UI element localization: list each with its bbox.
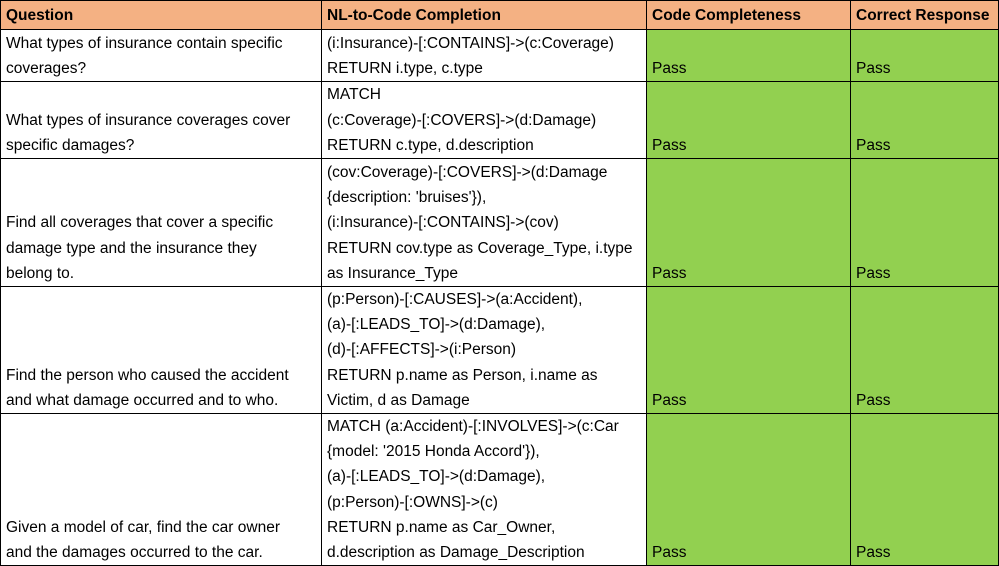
- code-line: (p:Person)-[:CAUSES]->(a:Accident),: [327, 291, 583, 308]
- question-line: Find all coverages that cover a specific: [6, 214, 274, 232]
- code-line: RETURN c.type, d.description: [327, 136, 534, 154]
- completeness-cell[interactable]: Pass: [647, 30, 851, 82]
- code-line: (i:Insurance)-[:CONTAINS]->(c:Coverage): [327, 34, 614, 52]
- code-line: (c:Coverage)-[:COVERS]->(d:Damage): [327, 111, 597, 129]
- question-cell[interactable]: [1, 82, 322, 159]
- header-completion[interactable]: NL-to-Code Completion: [322, 1, 647, 30]
- correct-response-cell[interactable]: Pass: [851, 414, 999, 566]
- table-row: [1, 30, 999, 82]
- code-line: (p:Person)-[:OWNS]->(c): [327, 493, 498, 511]
- question-line: and what damage occurred and to who.: [6, 391, 279, 409]
- question-line: What types of insurance contain specific: [6, 34, 283, 52]
- code-line: {description: 'bruises'}),: [327, 189, 487, 207]
- completeness-cell[interactable]: Pass: [647, 414, 851, 566]
- completeness-cell[interactable]: Pass: [647, 82, 851, 159]
- correct-response-cell[interactable]: Pass: [851, 30, 999, 82]
- correct-response-cell[interactable]: Pass: [851, 159, 999, 287]
- question-line: and the damages occurred to the car.: [6, 544, 263, 562]
- header-correct-response[interactable]: Correct Response: [851, 1, 999, 30]
- question-cell[interactable]: [1, 30, 322, 82]
- question-line: damage type and the insurance they: [6, 239, 257, 257]
- table-row: [1, 414, 999, 566]
- question-line: specific damages?: [6, 136, 135, 154]
- correct-response-cell[interactable]: Pass: [851, 82, 999, 159]
- code-cell[interactable]: [322, 287, 647, 414]
- question-line: What types of insurance coverages cover: [6, 111, 291, 129]
- code-line: RETURN i.type, c.type: [327, 59, 483, 77]
- code-line: MATCH (a:Accident)-[:INVOLVES]->(c:Car: [327, 418, 619, 436]
- code-cell[interactable]: [322, 414, 647, 566]
- table-row: [1, 159, 999, 287]
- code-line: RETURN p.name as Person, i.name as: [327, 366, 598, 384]
- table-row: [1, 82, 999, 159]
- question-line: coverages?: [6, 59, 87, 77]
- question-line: Given a model of car, find the car owner: [6, 518, 280, 536]
- question-cell[interactable]: [1, 159, 322, 287]
- question-cell[interactable]: [1, 287, 322, 414]
- question-line: Find the person who caused the accident: [6, 366, 289, 384]
- code-line: d.description as Damage_Description: [327, 544, 585, 562]
- table-row: [1, 287, 999, 414]
- code-line: {model: '2015 Honda Accord'}),: [327, 443, 540, 461]
- code-line: (cov:Coverage)-[:COVERS]->(d:Damage: [327, 163, 608, 181]
- code-line: MATCH: [327, 86, 381, 104]
- completeness-cell[interactable]: Pass: [647, 287, 851, 414]
- correct-response-cell[interactable]: Pass: [851, 287, 999, 414]
- code-line: (a)-[:LEADS_TO]->(d:Damage),: [327, 316, 546, 334]
- code-line: (a)-[:LEADS_TO]->(d:Damage),: [327, 468, 546, 486]
- code-line: RETURN cov.type as Coverage_Type, i.type: [327, 239, 633, 257]
- question-cell[interactable]: [1, 414, 322, 566]
- code-line: as Insurance_Type: [327, 264, 458, 282]
- code-line: (d)-[:AFFECTS]->(i:Person): [327, 341, 517, 359]
- header-completeness[interactable]: Code Completeness: [647, 1, 851, 30]
- completeness-cell[interactable]: Pass: [647, 159, 851, 287]
- code-cell[interactable]: [322, 159, 647, 287]
- code-line: Victim, d as Damage: [327, 391, 470, 409]
- header-row: [1, 1, 999, 30]
- code-cell[interactable]: [322, 30, 647, 82]
- code-line: (i:Insurance)-[:CONTAINS]->(cov): [327, 214, 559, 232]
- code-cell[interactable]: [322, 82, 647, 159]
- question-line: belong to.: [6, 264, 75, 282]
- code-line: RETURN p.name as Car_Owner,: [327, 518, 556, 536]
- header-question[interactable]: Question: [1, 1, 322, 30]
